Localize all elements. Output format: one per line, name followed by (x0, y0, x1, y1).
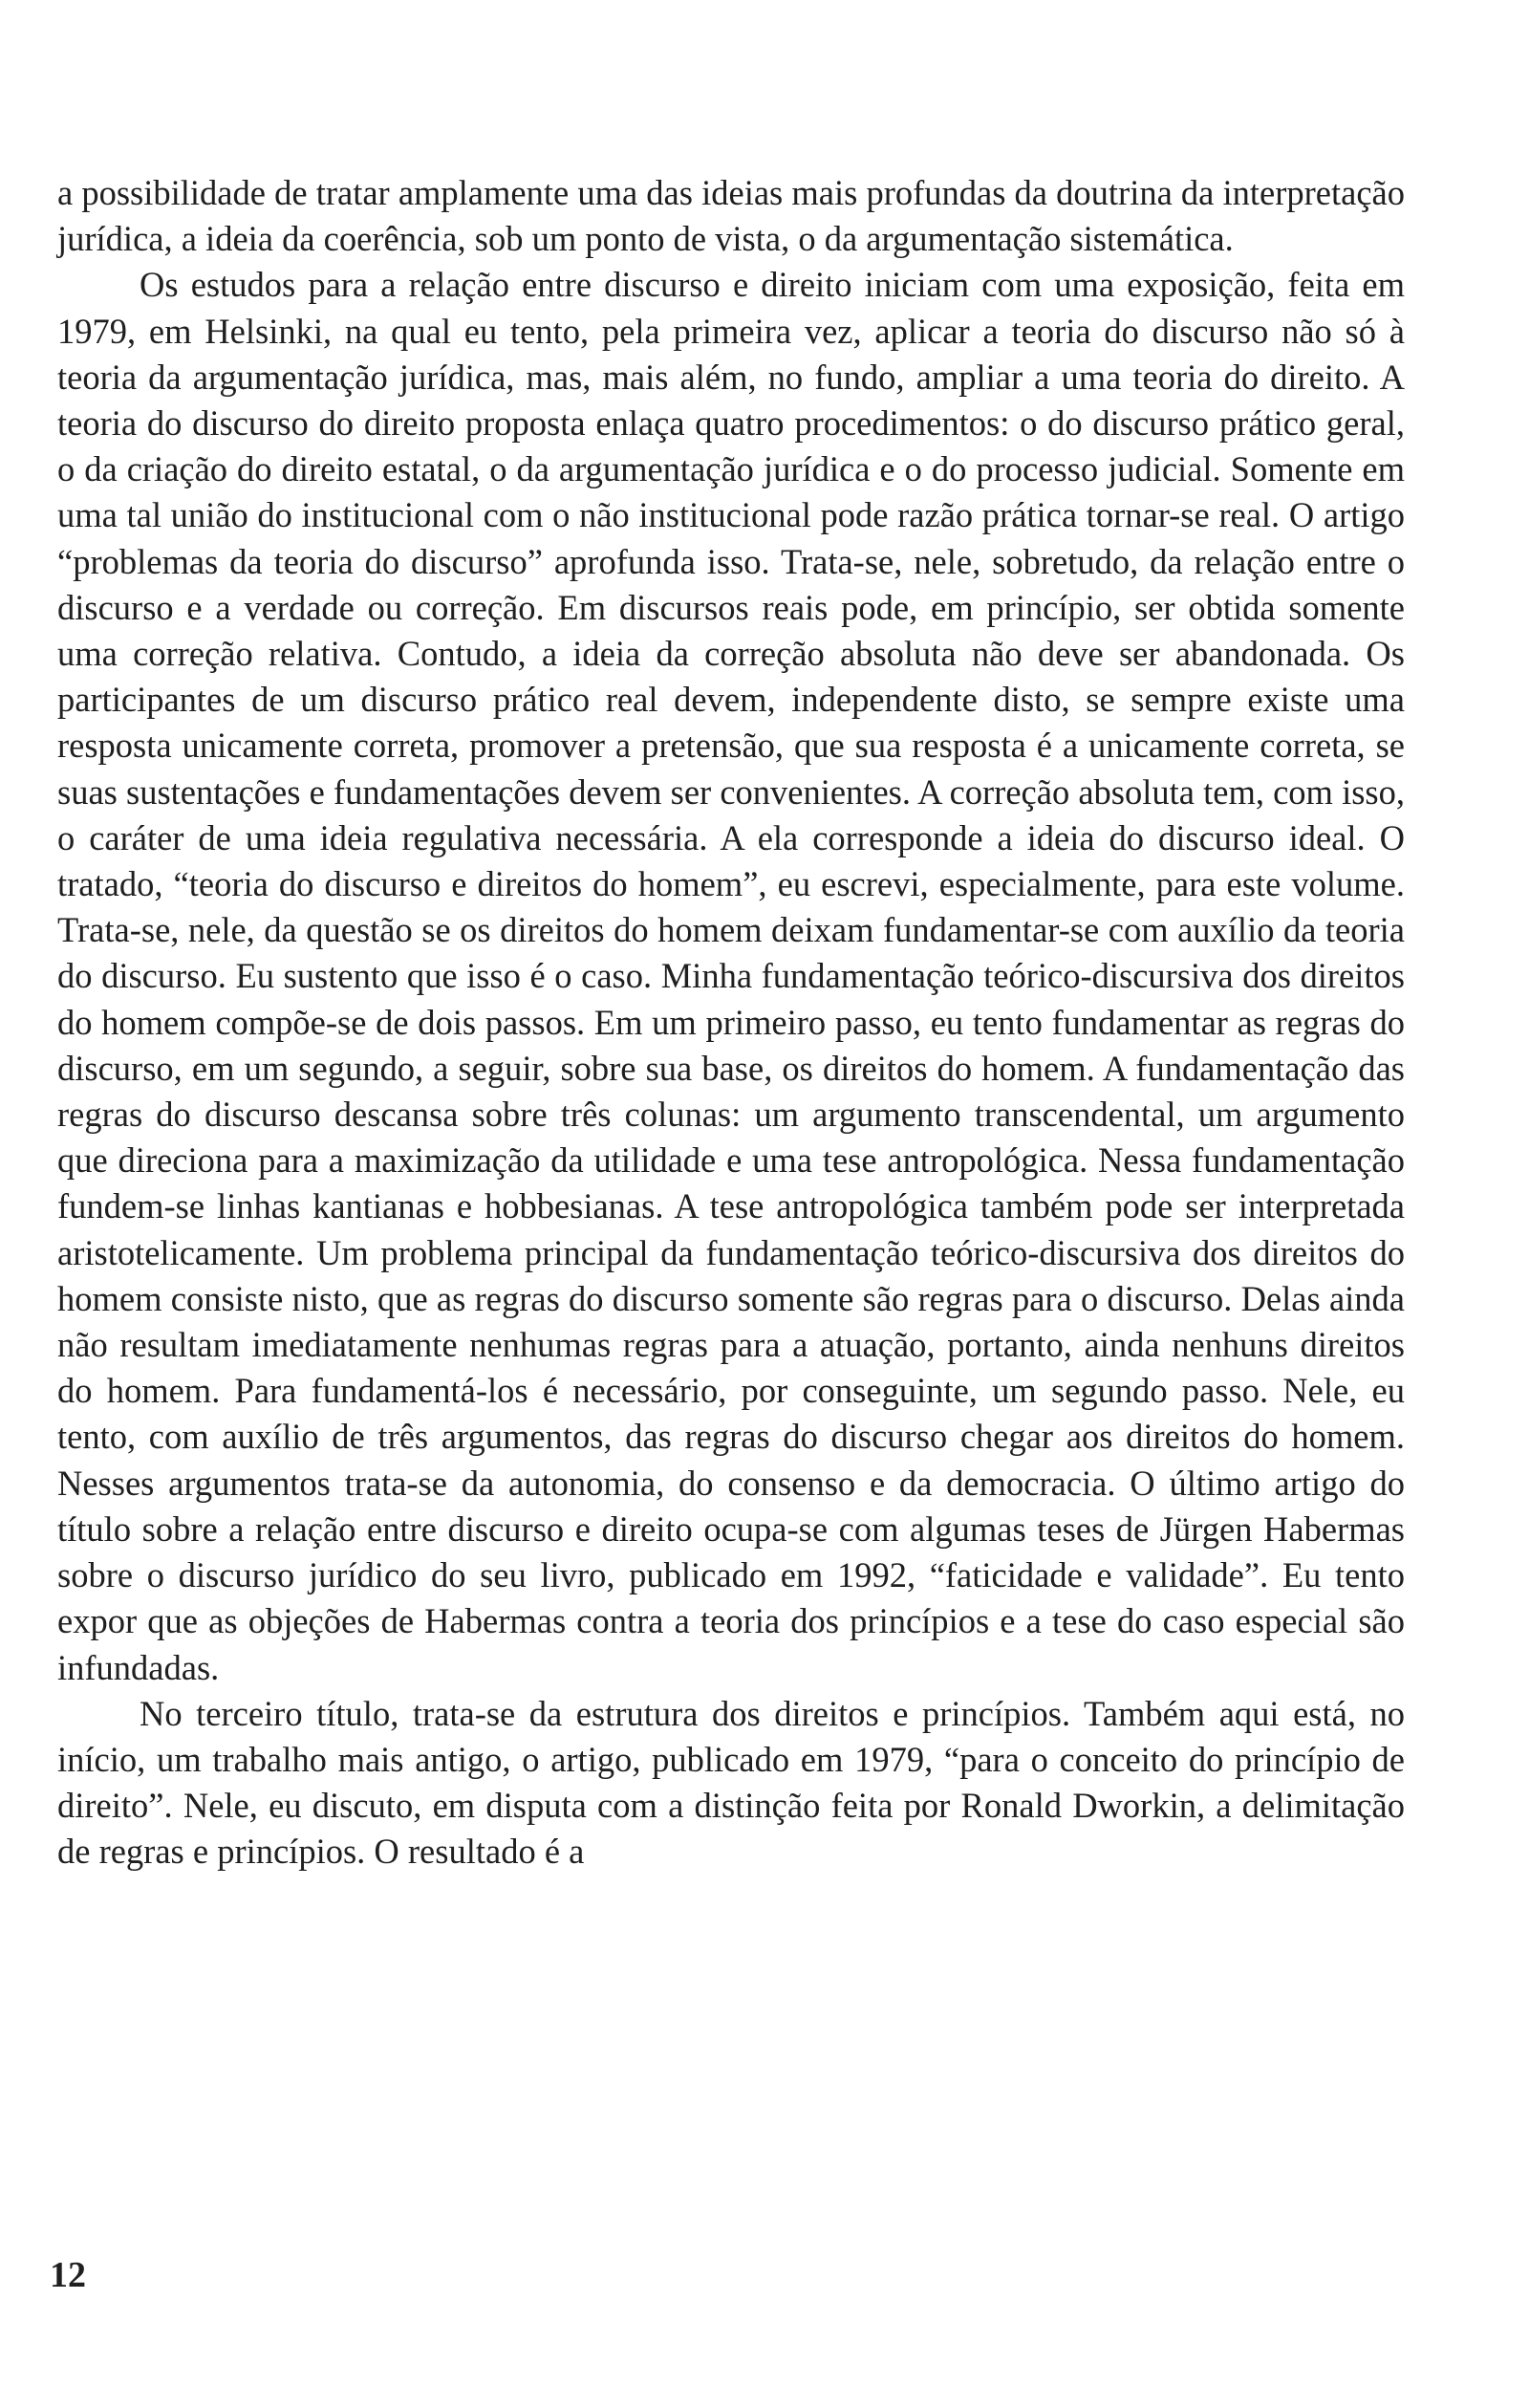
paragraph-2: Os estudos para a relação entre discurso e direito iniciam com uma exposição, feita em 1979, em Helsinki, na qual eu tento, pela primeira vez, aplicar a teoria do discurso não só à teoria da argumentação jurídica, mas, mais além, no fundo, ampliar a uma teoria do direito. A teoria do discurso do direito proposta enlaça quatro procedimentos: o do discurso prático geral, o da criação do direito estatal, o da argumentação jurídica e o do processo judicial. Somente em uma tal união do institucional com o não institucional pode razão prática tornar-se real. O artigo “problemas da teoria do discurso” aprofunda isso. Trata-se, nele, sobretudo, da relação entre o discurso e a verdade ou correção. Em discursos reais pode, em princípio, ser obtida somente uma correção relativa. Contudo, a ideia da correção absoluta não deve ser abandonada. Os participantes de um discurso prático real devem, independente disto, se sempre existe uma resposta unicamente correta, promover a pretensão, que sua resposta é a unicamente correta, se suas sustentações e fundamentações devem ser convenientes. A correção absoluta tem, com isso, o caráter de uma ideia regulativa necessária. A ela corresponde a ideia do discurso ideal. O tratado, “teoria do discurso e direitos do homem”, eu escrevi, especialmente, para este volume. Trata-se, nele, da questão se os direitos do homem deixam fundamentar-se com auxílio da teoria do discurso. Eu sustento que isso é o caso. Minha fundamentação teórico-discursiva dos direitos do homem compõe-se de dois passos. Em um primeiro passo, eu tento fundamentar as regras do discurso, em um segundo, a seguir, sobre sua base, os direitos do homem. A fundamentação das regras do discurso descansa sobre três colunas: um argumento transcendental, um argumento que direciona para a maximização da utilidade e uma tese antropológica. Nessa fundamentação fundem-se linhas kantianas e hobbesianas. A tese antropológica também pode ser interpretada aristotelicamente. Um problema principal da fundamentação teórico-discursiva dos direitos do homem consiste nisto, que as regras do discurso somente são regras para o discurso. Delas ainda não resultam imediatamente nenhumas regras para a atuação, portanto, ainda nenhuns direitos do homem. Para fundamentá-los é necessário, por conseguinte, um segundo passo. Nele, eu tento, com auxílio de três argumentos, das regras do discurso chegar aos direitos do homem. Nesses argumentos trata-se da autonomia, do consenso e da democracia. O último artigo do título sobre a relação entre discurso e direito ocupa-se com algumas teses de Jürgen Habermas sobre o discurso jurídico do seu livro, publicado em 1992, “faticidade e validade”. Eu tento expor que as objeções de Habermas contra a teoria dos princípios e a tese do caso especial são infundadas. (57, 265, 1405, 1687)
paragraph-1: a possibilidade de tratar amplamente uma das ideias mais profundas da doutrina da interpretação jurídica, a ideia da coerência, sob um ponto de vista, o da argumentação sistemática. (57, 173, 1405, 259)
page-number: 12 (50, 2255, 86, 2295)
paragraph-3: No terceiro título, trata-se da estrutura dos direitos e princípios. Também aqui está, no início, um trabalho mais antigo, o artigo, publicado em 1979, “para o conceito do princípio de direito”. Nele, eu discuto, em disputa com a distinção feita por Ronald Dworkin, a delimitação de regras e princípios. O resultado é a (57, 1693, 1405, 1872)
body-text (57, 170, 1405, 1876)
